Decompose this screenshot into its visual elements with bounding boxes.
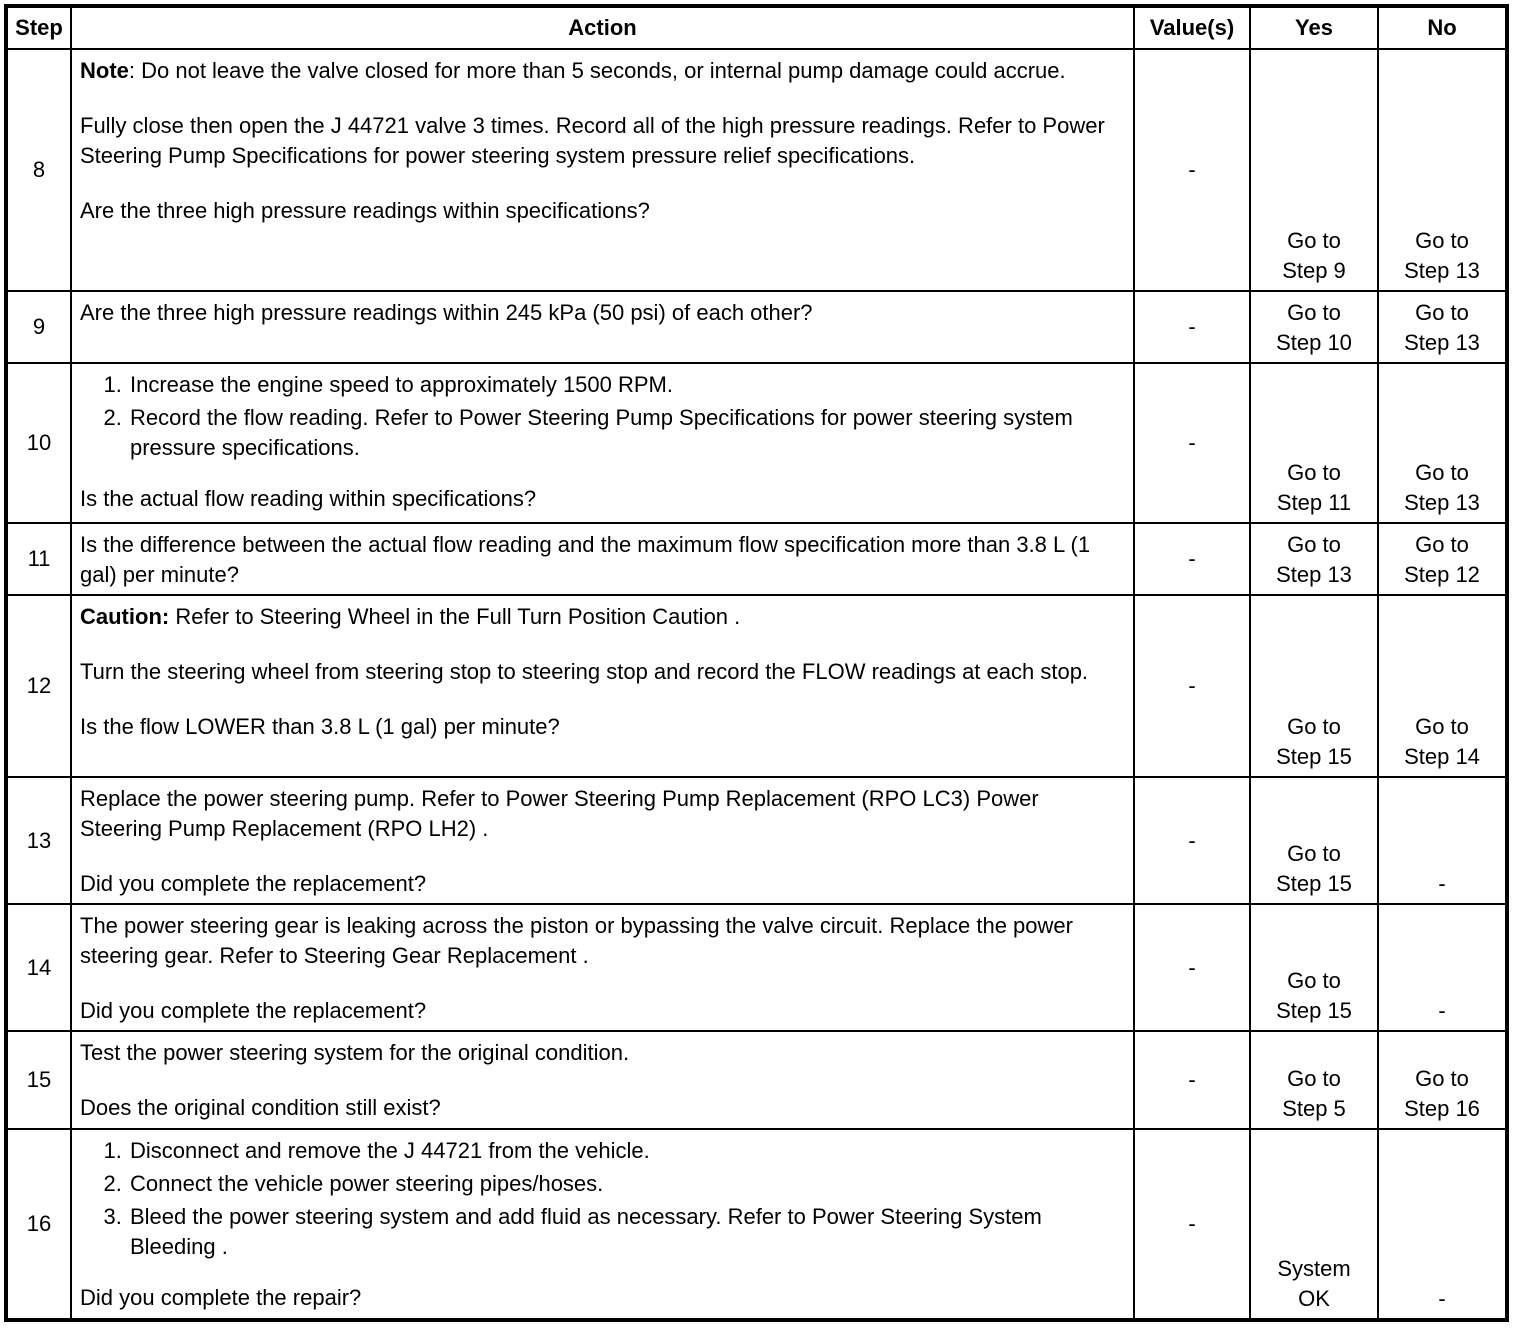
no-line: Step 12 <box>1404 562 1480 587</box>
caution-label: Caution: <box>80 604 170 629</box>
caution-text: Refer to Steering Wheel in the Full Turn Position Caution . <box>169 604 741 629</box>
action-text: Turn the steering wheel from steering stop to steering stop and record the FLOW readings at each stop. <box>80 659 1089 684</box>
step-number: 12 <box>7 595 71 777</box>
list-item: 3. Bleed the power steering system and add fluid as necessary. Refer to Power Steering System Bleeding . <box>128 1202 1125 1262</box>
no-cell <box>1378 291 1506 363</box>
action-list <box>80 370 1125 463</box>
header-action: Action <box>71 7 1134 49</box>
list-item: 1. Increase the engine speed to approximately 1500 RPM. <box>128 370 1125 400</box>
step-number: 10 <box>7 363 71 523</box>
no-line: Go to <box>1415 460 1469 485</box>
action-cell <box>71 904 1134 1031</box>
yes-cell <box>1250 595 1378 777</box>
yes-line: Go to <box>1287 300 1341 325</box>
no-line: Step 13 <box>1404 258 1480 283</box>
yes-line: Go to <box>1287 714 1341 739</box>
no-cell <box>1378 523 1506 595</box>
note-text: : Do not leave the valve closed for more than 5 seconds, or internal pump damage could accrue. <box>128 58 1066 83</box>
no-line: Go to <box>1415 300 1469 325</box>
yes-line: OK <box>1298 1286 1330 1311</box>
caution-paragraph <box>80 602 1125 632</box>
step-number: 15 <box>7 1031 71 1129</box>
action-question: Does the original condition still exist? <box>80 1095 441 1120</box>
action-cell <box>71 363 1134 523</box>
table-row <box>7 1031 1506 1129</box>
action-question: Is the actual flow reading within specifications? <box>80 486 537 511</box>
action-cell <box>71 595 1134 777</box>
action-question: Is the flow LOWER than 3.8 L (1 gal) per minute? <box>80 714 560 739</box>
yes-line: System <box>1277 1256 1351 1281</box>
yes-line: Step 15 <box>1276 744 1352 769</box>
step-number: 9 <box>7 291 71 363</box>
table-row <box>7 777 1506 904</box>
list-item: 2. Connect the vehicle power steering pipes/hoses. <box>128 1169 1125 1199</box>
yes-line: Step 9 <box>1282 258 1346 283</box>
value-cell: - <box>1134 595 1250 777</box>
table-row <box>7 595 1506 777</box>
yes-cell <box>1250 904 1378 1031</box>
note-label: Note <box>80 58 129 83</box>
table-row <box>7 49 1506 291</box>
no-line: Step 13 <box>1404 490 1480 515</box>
yes-line: Step 10 <box>1276 330 1352 355</box>
action-question: Did you complete the replacement? <box>80 871 427 896</box>
action-cell <box>71 1129 1134 1319</box>
yes-line: Go to <box>1287 968 1341 993</box>
value-cell: - <box>1134 49 1250 291</box>
note-paragraph <box>80 56 1125 86</box>
header-step: Step <box>7 7 71 49</box>
header-row <box>7 7 1506 49</box>
list-item: 1. Disconnect and remove the J 44721 from the vehicle. <box>128 1136 1125 1166</box>
table-row <box>7 523 1506 595</box>
value-cell: - <box>1134 777 1250 904</box>
no-line: Go to <box>1415 714 1469 739</box>
action-cell <box>71 49 1134 291</box>
yes-cell <box>1250 291 1378 363</box>
action-question: Did you complete the repair? <box>80 1285 362 1310</box>
action-list <box>80 1136 1125 1262</box>
yes-cell <box>1250 1129 1378 1319</box>
yes-line: Go to <box>1287 1066 1341 1091</box>
header-values: Value(s) <box>1134 7 1250 49</box>
action-cell <box>71 523 1134 595</box>
value-cell: - <box>1134 363 1250 523</box>
action-text: Test the power steering system for the original condition. <box>80 1040 630 1065</box>
yes-cell <box>1250 523 1378 595</box>
value-cell: - <box>1134 1031 1250 1129</box>
no-cell: - <box>1378 904 1506 1031</box>
no-line: Step 14 <box>1404 744 1480 769</box>
table-row <box>7 363 1506 523</box>
yes-line: Step 5 <box>1282 1096 1346 1121</box>
step-number: 13 <box>7 777 71 904</box>
no-line: Go to <box>1415 228 1469 253</box>
yes-cell <box>1250 49 1378 291</box>
action-question: Did you complete the replacement? <box>80 998 427 1023</box>
no-cell <box>1378 1031 1506 1129</box>
action-text: Replace the power steering pump. Refer to Power Steering Pump Replacement (RPO LC3) Power Steering Pump Replacement (RPO LH2) . <box>80 786 1039 841</box>
value-cell: - <box>1134 904 1250 1031</box>
action-cell <box>71 1031 1134 1129</box>
no-line: Go to <box>1415 532 1469 557</box>
step-number: 14 <box>7 904 71 1031</box>
value-cell: - <box>1134 291 1250 363</box>
header-yes: Yes <box>1250 7 1378 49</box>
no-line: Step 13 <box>1404 330 1480 355</box>
value-cell: - <box>1134 523 1250 595</box>
no-cell <box>1378 49 1506 291</box>
diagnostic-table <box>6 6 1507 1320</box>
no-line: Go to <box>1415 1066 1469 1091</box>
yes-cell <box>1250 363 1378 523</box>
step-number: 11 <box>7 523 71 595</box>
table-row <box>7 291 1506 363</box>
action-cell <box>71 291 1134 363</box>
action-question: Are the three high pressure readings within 245 kPa (50 psi) of each other? <box>80 300 813 325</box>
table-row <box>7 1129 1506 1319</box>
yes-line: Step 15 <box>1276 998 1352 1023</box>
table-row <box>7 904 1506 1031</box>
action-question: Are the three high pressure readings within specifications? <box>80 198 650 223</box>
yes-line: Go to <box>1287 228 1341 253</box>
yes-cell <box>1250 1031 1378 1129</box>
list-item: 2. Record the flow reading. Refer to Power Steering Pump Specifications for power steering system pressure specifications. <box>128 403 1125 463</box>
action-text: The power steering gear is leaking across the piston or bypassing the valve circuit. Replace the power steering gear. Refer to Steering Gear Replacement . <box>80 913 1073 968</box>
yes-line: Step 11 <box>1276 490 1352 515</box>
header-no: No <box>1378 7 1506 49</box>
yes-line: Go to <box>1287 532 1341 557</box>
no-line: Step 16 <box>1404 1096 1480 1121</box>
step-number: 16 <box>7 1129 71 1319</box>
yes-line: Go to <box>1287 460 1341 485</box>
step-number: 8 <box>7 49 71 291</box>
no-cell <box>1378 363 1506 523</box>
yes-line: Go to <box>1287 841 1341 866</box>
yes-line: Step 15 <box>1276 871 1352 896</box>
action-text: Fully close then open the J 44721 valve 3 times. Record all of the high pressure readings. Refer to Power Steering Pump Specifications for power steering system pressure relief specifications. <box>80 113 1105 168</box>
value-cell: - <box>1134 1129 1250 1319</box>
no-cell <box>1378 595 1506 777</box>
yes-cell <box>1250 777 1378 904</box>
action-cell <box>71 777 1134 904</box>
yes-line: Step 13 <box>1276 562 1352 587</box>
no-cell: - <box>1378 777 1506 904</box>
no-cell: - <box>1378 1129 1506 1319</box>
action-question: Is the difference between the actual flow reading and the maximum flow specification more than 3.8 L (1 gal) per minute? <box>80 532 1091 587</box>
